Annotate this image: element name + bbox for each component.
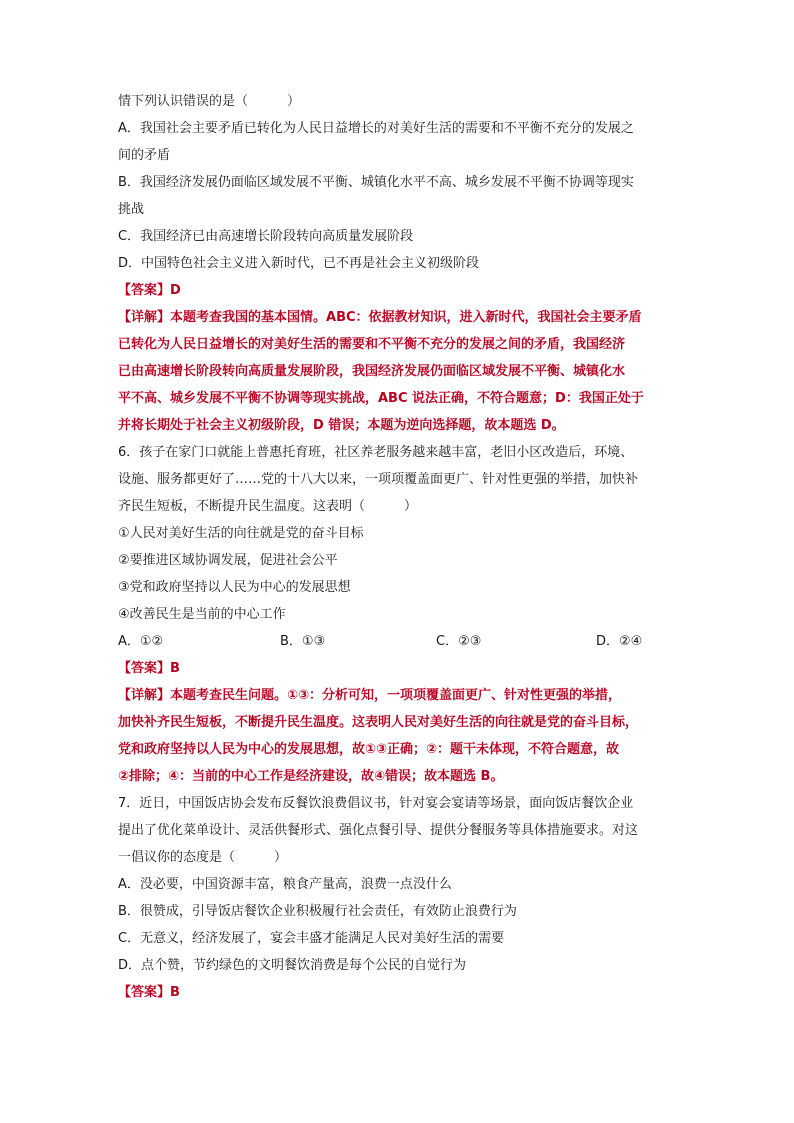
- q5-option-a: A．我国社会主要矛盾已转化为人民日益增长的对美好生活的需要和不平衡不充分的发展之: [118, 121, 634, 136]
- q6-answer-value: B: [170, 661, 180, 676]
- q5-answer: [118, 282, 678, 300]
- q5-detail-text-5: 并将长期处于社会主义初级阶段，D 错误；本题为逆向选择题，故本题选 D。: [118, 418, 565, 433]
- q7-answer-value: B: [170, 985, 180, 1000]
- q6-detail-text-1: 本题考查民生问题。①③：分析可知，一项项覆盖面更广、针对性更强的举措，: [170, 688, 622, 703]
- q5-detail: [118, 309, 678, 327]
- q7-option-d: D．点个赞，节约绿色的文明餐饮消费是每个公民的自觉行为: [118, 958, 467, 973]
- q7-answer-label: 【答案】: [118, 985, 171, 1000]
- q6-item-1: ①人民对美好生活的向往就是党的奋斗目标: [118, 526, 364, 541]
- q6-answer: [118, 660, 678, 678]
- q7-stem-3: 一倡议你的态度是（ ）: [118, 850, 288, 865]
- q6-item-3: ③党和政府坚持以人民为中心的发展思想: [118, 580, 351, 595]
- q6-detail-text-4: ②排除；④：当前的中心工作是经济建设，故④错误；故本题选 B。: [118, 769, 504, 784]
- q6-option-b: B．①③: [280, 634, 326, 649]
- q5-option-b: B．我国经济发展仍面临区域发展不平衡、城镇化水平不高、城乡发展不平衡不协调等现实: [118, 175, 634, 190]
- q7-answer: [118, 984, 678, 1002]
- q6-answer-label: 【答案】: [118, 661, 171, 676]
- q7-option-a: A．没必要，中国资源丰富，粮食产量高，浪费一点没什么: [118, 877, 452, 892]
- q7-stem-1: 7．近日，中国饭店协会发布反餐饮浪费倡议书，针对宴会宴请等场景，面向饭店餐饮企业: [118, 796, 634, 811]
- q6-item-2: ②要推进区域协调发展，促进社会公平: [118, 553, 338, 568]
- q6-option-d: D．②④: [596, 634, 643, 649]
- q6-option-c: C．②③: [436, 634, 482, 649]
- q5-option-d: D．中国特色社会主义进入新时代，已不再是社会主义初级阶段: [118, 256, 480, 271]
- q5-answer-label: 【答案】: [118, 283, 171, 298]
- q6-item-4: ④改善民生是当前的中心工作: [118, 607, 286, 622]
- q6-detail: [118, 687, 678, 705]
- document-page: [118, 93, 678, 1002]
- q6-detail-label: 【详解】: [118, 688, 171, 703]
- q6-stem-1: 6．孩子在家门口就能上普惠托育班，社区养老服务越来越丰富，老旧小区改造后，环境、: [118, 445, 634, 460]
- q7-option-b: B．很赞成，引导饭店餐饮企业积极履行社会责任，有效防止浪费行为: [118, 904, 517, 919]
- q5-detail-text-2: 已转化为人民日益增长的对美好生活的需要和不平衡不充分的发展之间的矛盾，我国经济: [118, 337, 626, 352]
- q5-stem-tail: 情下列认识错误的是（ ）: [118, 94, 301, 109]
- q6-options: [118, 633, 678, 651]
- q5-detail-text-4: 平不高、城乡发展不平衡不协调等现实挑战，ABC 说法正确，不符合题意；D：我国正处于: [118, 391, 644, 406]
- q5-detail-text-1: 本题考查我国的基本国情。ABC：依据教材知识，进入新时代，我国社会主要矛盾: [170, 310, 642, 325]
- q6-detail-text-2: 加快补齐民生短板，不断提升民生温度。这表明人民对美好生活的向往就是党的奋斗目标，: [118, 715, 639, 730]
- q7-stem-2: 提出了优化菜单设计、灵活供餐形式、强化点餐引导、提供分餐服务等具体措施要求。对这: [118, 823, 639, 838]
- q6-stem-2: 设施、服务都更好了……党的十八大以来，一项项覆盖面更广、针对性更强的举措，加快补: [118, 472, 639, 487]
- q5-answer-value: D: [170, 283, 181, 298]
- q5-detail-text-3: 已由高速增长阶段转向高质量发展阶段，我国经济发展仍面临区域发展不平衡、城镇化水: [118, 364, 626, 379]
- q5-option-c: C．我国经济已由高速增长阶段转向高质量发展阶段: [118, 229, 414, 244]
- q6-detail-text-3: 党和政府坚持以人民为中心的发展思想，故①③正确；②：题干未体现，不符合题意，故: [118, 742, 620, 757]
- q5-option-a-cont: 间的矛盾: [118, 148, 171, 163]
- q6-stem-3: 齐民生短板，不断提升民生温度。这表明（ ）: [118, 499, 418, 514]
- q5-option-b-cont: 挑战: [118, 202, 145, 217]
- q6-option-a: A．①②: [118, 634, 164, 649]
- q7-option-c: C．无意义，经济发展了，宴会丰盛才能满足人民对美好生活的需要: [118, 931, 505, 946]
- q5-detail-label: 【详解】: [118, 310, 171, 325]
